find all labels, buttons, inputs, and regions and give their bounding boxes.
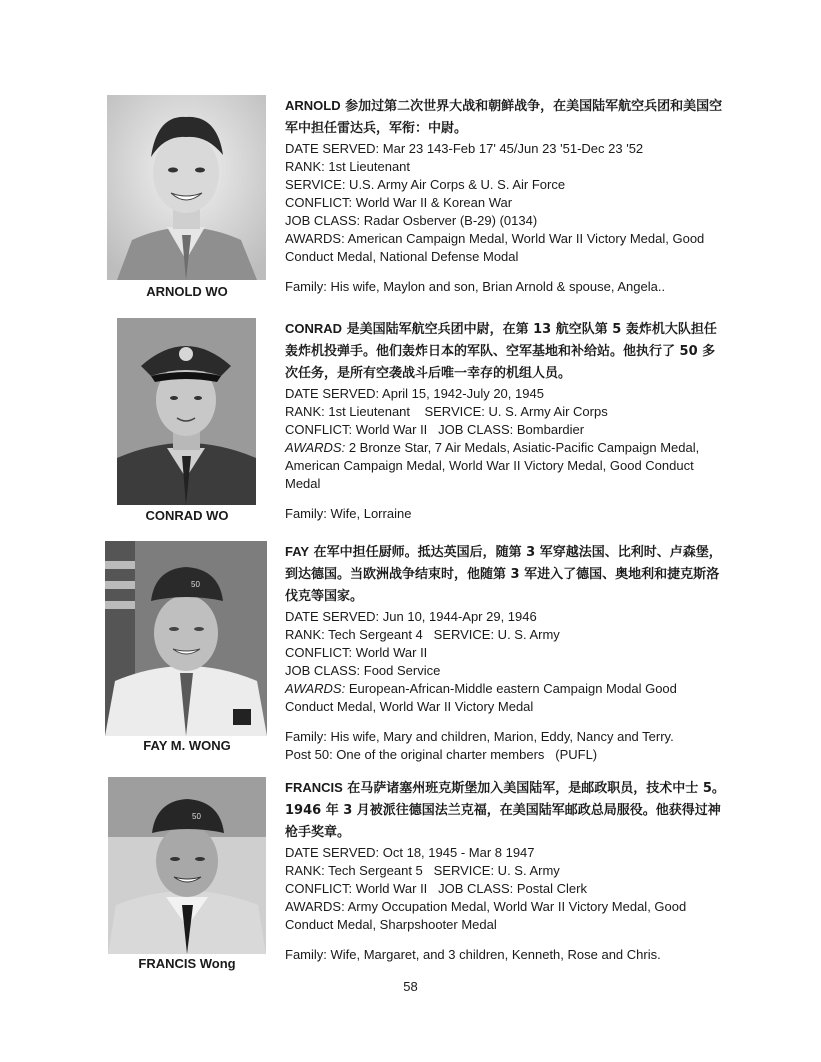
family: Family: Wife, Margaret, and 3 children, Kenneth, Rose and Chris. [285, 947, 661, 962]
date-served: DATE SERVED: April 15, 1942-July 20, 1945 [285, 386, 544, 401]
photo-conrad-wo [117, 318, 256, 505]
rank-service: RANK: Tech Sergeant 4 SERVICE: U. S. Army [285, 627, 560, 642]
bio-zh-conrad [285, 318, 725, 385]
bio-arnold [285, 95, 725, 296]
portrait-image [105, 541, 267, 736]
bio-name: CONRAD [285, 321, 343, 336]
awards-label: AWARDS: [285, 231, 345, 246]
rank: RANK: 1st Lieutenant [285, 159, 411, 174]
bio-zh-text: 参加过第二次世界大战和朝鲜战争，在美国陆军航空兵团和美国空军中担任雷达兵，军衔：中尉。 [285, 99, 723, 136]
caption-fay-m-wong: FAY M. WONG [143, 738, 231, 753]
page-number: 58 [403, 979, 418, 994]
awards-text: American Campaign Medal, World War II Victory Medal, Good Conduct Medal, National Defense Modal [285, 231, 705, 264]
svg-text:50: 50 [191, 580, 200, 589]
conflict: CONFLICT: World War II & Korean War [285, 195, 513, 210]
bio-name: FAY [285, 544, 310, 559]
portrait-image [117, 318, 256, 505]
portrait-image [108, 777, 266, 954]
bio-francis [285, 777, 725, 964]
svg-text:50: 50 [192, 812, 201, 821]
rank-service: RANK: 1st Lieutenant SERVICE: U. S. Army Air Corps [285, 404, 608, 419]
photo-fay-m-wong [105, 541, 267, 736]
awards-text: 2 Bronze Star, 7 Air Medals, Asiatic-Pacific Campaign Medal, American Campaign Medal, World War II Victory Medal, Good Conduct Medal [285, 440, 700, 491]
awards-label: AWARDS: [285, 440, 346, 455]
bio-name: FRANCIS [285, 780, 343, 795]
bio-zh-arnold [285, 95, 725, 140]
date-served: DATE SERVED: Oct 18, 1945 - Mar 8 1947 [285, 845, 535, 860]
bio-zh-fay [285, 541, 725, 608]
job-class: JOB CLASS: Food Service [285, 663, 441, 678]
conflict-job: CONFLICT: World War II JOB CLASS: Bombardier [285, 422, 585, 437]
awards-text: European-African-Middle eastern Campaign Modal Good Conduct Medal, World War II Victory Medal [285, 681, 677, 714]
awards-label: AWARDS: [285, 681, 346, 696]
conflict-job: CONFLICT: World War II JOB CLASS: Postal Clerk [285, 881, 587, 896]
awards-text: Army Occupation Medal, World War II Victory Medal, Good Conduct Medal, Sharpshooter Medal [285, 899, 687, 932]
caption-conrad-wo: CONRAD WO [145, 508, 229, 523]
awards [285, 898, 725, 934]
awards [285, 439, 725, 493]
job-class: JOB CLASS: Radar Osberver (B-29) (0134) [285, 213, 538, 228]
portrait-image [107, 95, 266, 280]
conflict: CONFLICT: World War II [285, 645, 428, 660]
bio-zh-text: 在马萨诸塞州班克斯堡加入美国陆军，是邮政职员，技术中士 5。1946 年 3 月被派往德国法兰克福，在美国陆军邮政总局服役。他获得过神枪手奖章。 [285, 781, 725, 840]
bio-zh-francis [285, 777, 725, 844]
family: Family: His wife, Maylon and son, Brian Arnold & spouse, Angela.. [285, 279, 666, 294]
caption-arnold-wo: ARNOLD WO [146, 284, 228, 299]
bio-fay [285, 541, 725, 764]
family: Family: His wife, Mary and children, Marion, Eddy, Nancy and Terry. [285, 729, 674, 744]
bio-name: ARNOLD [285, 98, 341, 113]
photo-arnold-wo [107, 95, 266, 280]
awards-label: AWARDS: [285, 899, 345, 914]
bio-conrad [285, 318, 725, 523]
date-served: DATE SERVED: Jun 10, 1944-Apr 29, 1946 [285, 609, 537, 624]
date-served: DATE SERVED: Mar 23 143-Feb 17' 45/Jun 23 '51-Dec 23 '52 [285, 141, 644, 156]
photo-francis-wong [108, 777, 266, 954]
caption-francis-wong: FRANCIS Wong [138, 956, 236, 971]
rank-service: RANK: Tech Sergeant 5 SERVICE: U. S. Army [285, 863, 560, 878]
awards [285, 230, 725, 266]
awards [285, 680, 725, 716]
family: Family: Wife, Lorraine [285, 506, 412, 521]
service: SERVICE: U.S. Army Air Corps & U. S. Air Force [285, 177, 566, 192]
bio-zh-text: 是美国陆军航空兵团中尉，在第 13 航空队第 5 轰炸机大队担任轰炸机投弹手。他们轰炸日本的军队、空军基地和补给站。他执行了 50 多次任务，是所有空袭战斗后唯一幸存的机组人员。 [285, 322, 717, 381]
bio-zh-text: 在军中担任厨师。抵达英国后，随第 3 军穿越法国、比利时、卢森堡，到达德国。当欧洲战争结束时，他随第 3 军进入了德国、奥地利和捷克斯洛伐克等国家。 [285, 545, 722, 604]
post-note: Post 50: One of the original charter members (PUFL) [285, 747, 598, 762]
